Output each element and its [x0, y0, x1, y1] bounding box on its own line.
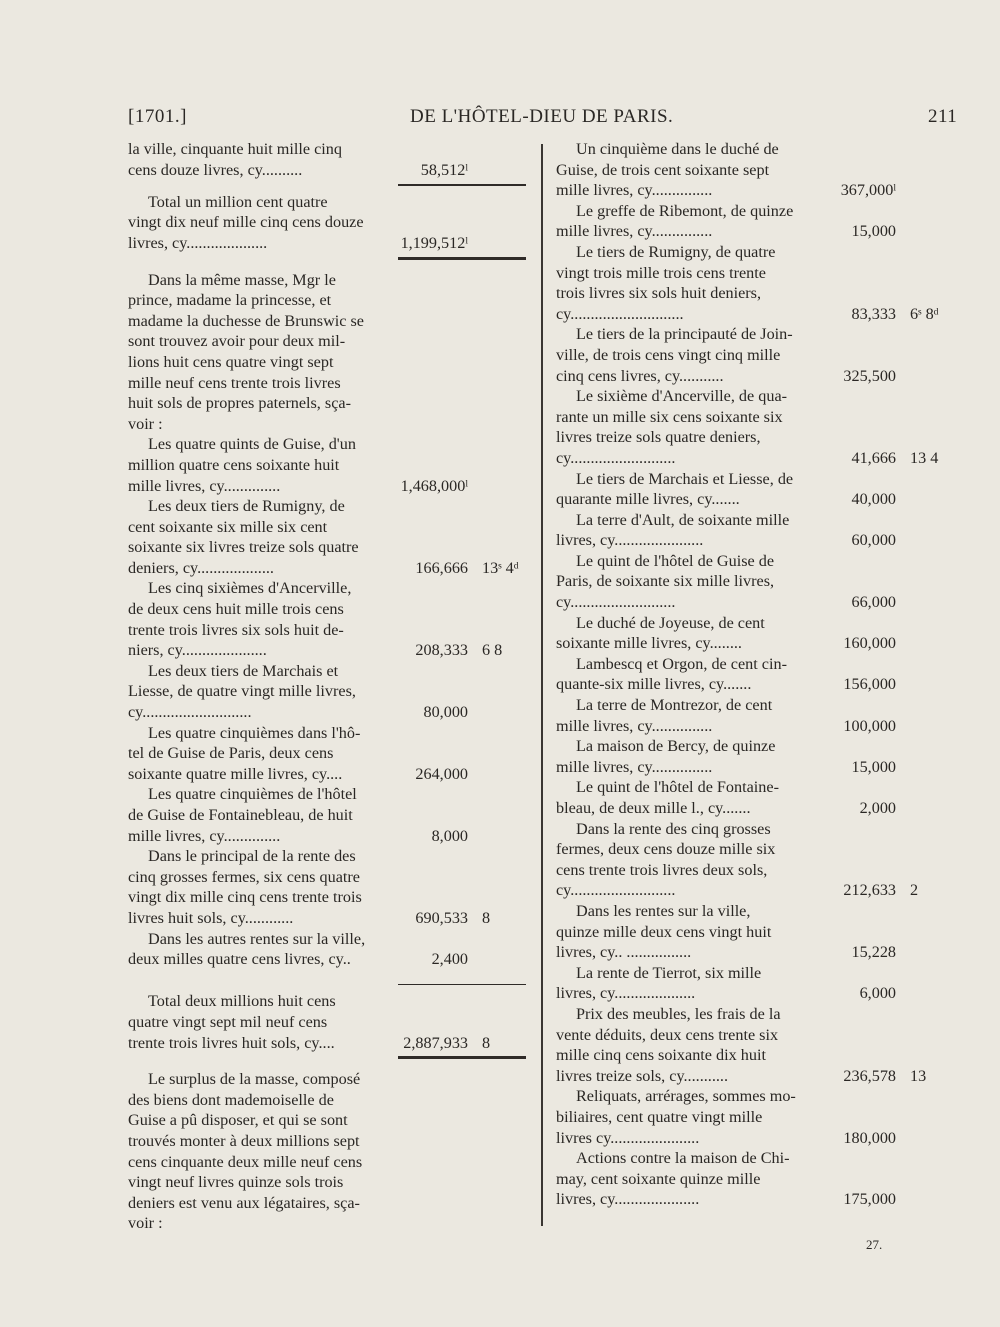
- ledger-entry: [556, 777, 956, 818]
- entry-line: Reliquats, arrérages, sommes mo-: [576, 1087, 796, 1106]
- entry-line: biliaires, cent quatre vingt mille: [556, 1107, 763, 1126]
- ledger-entry: [556, 695, 956, 736]
- entry-line: quarante mille livres, cy.......: [556, 490, 740, 509]
- entry-line: vingt trois mille trois cens trente: [556, 263, 766, 282]
- entry-line: cy..........................: [556, 448, 676, 467]
- ledger-entry: [556, 901, 956, 963]
- entry-amount: 1,468,000ˡ: [400, 476, 468, 495]
- entry-text: [128, 192, 383, 254]
- entry-text: [556, 510, 811, 551]
- entry-amount: 175,000: [843, 1190, 896, 1209]
- ledger-entry: [128, 139, 528, 180]
- entry-line: cent soixante six mille six cent: [128, 517, 328, 536]
- entry-line: Le surplus de la masse, composé: [148, 1070, 361, 1089]
- entry-line: Dans la même masse, Mgr le: [148, 270, 336, 289]
- entry-line: Total un million cent quatre: [148, 192, 328, 211]
- entry-text: [556, 324, 811, 386]
- ledger-entry: [556, 1086, 956, 1148]
- entry-line: vente déduits, deux cens trente six: [556, 1025, 779, 1044]
- entry-line: Un cinquième dans le duché de: [576, 140, 779, 158]
- entry-line: de deux cens huit mille trois cens: [128, 600, 344, 619]
- entry-line: cy..........................: [556, 881, 676, 900]
- entry-text: [128, 661, 383, 723]
- entry-line: Dans le principal de la rente des: [148, 847, 356, 866]
- entry-text: [556, 551, 811, 613]
- entry-line: may, cent soixante quinze mille: [556, 1169, 761, 1188]
- entry-amount: 236,578: [843, 1066, 896, 1085]
- entry-line: livres treize sols quatre deniers,: [556, 428, 761, 447]
- entry-line: cens douze livres, cy..........: [128, 160, 303, 179]
- ledger-entry: [128, 192, 528, 254]
- entry-line: Dans les autres rentes sur la ville,: [148, 929, 366, 948]
- entry-line: cens cinquante deux mille neuf cens: [128, 1152, 363, 1171]
- entry-line: vingt dix mille cinq cens trente trois: [128, 888, 362, 907]
- entry-line: vingt neuf livres quinze sols trois: [128, 1173, 344, 1192]
- entry-text: [556, 139, 811, 201]
- entry-line: mille livres, cy...............: [556, 222, 713, 241]
- ledger-entry: [128, 991, 528, 1053]
- entry-line: Dans les rentes sur la ville,: [576, 901, 751, 920]
- entry-line: deniers est venu aux légataires, sça-: [128, 1193, 360, 1212]
- sum-rule: [398, 184, 526, 186]
- entry-text: [556, 777, 811, 818]
- entry-text: [556, 819, 811, 901]
- entry-line: Le tiers de Marchais et Liesse, de: [576, 469, 794, 488]
- entry-line: des biens dont mademoiselle de: [128, 1090, 334, 1109]
- entry-text: [556, 1086, 811, 1148]
- entry-line: tel de Guise de Paris, deux cens: [128, 744, 334, 763]
- ledger-entry: [556, 654, 956, 695]
- entry-amount: 212,633: [843, 881, 896, 900]
- entry-amount: 325,500: [843, 366, 896, 385]
- entry-line: La maison de Bercy, de quinze: [576, 737, 776, 756]
- ledger-entry: [556, 469, 956, 510]
- entry-line: La terre de Montrezor, de cent: [576, 696, 773, 715]
- entry-line: voir :: [128, 414, 163, 433]
- entry-line: sont trouvez avoir pour deux mil-: [128, 332, 346, 351]
- entry-line: mille livres, cy...............: [556, 181, 713, 200]
- entry-line: Le quint de l'hôtel de Fontaine-: [576, 778, 779, 797]
- entry-text: [128, 1069, 383, 1234]
- entry-line: livres treize sols, cy...........: [556, 1066, 729, 1085]
- entry-text: [128, 784, 383, 846]
- entry-line: Le quint de l'hôtel de Guise de: [576, 551, 775, 570]
- entry-line: Lambescq et Orgon, de cent cin-: [576, 654, 787, 673]
- entry-text: [556, 386, 811, 468]
- entry-line: mille livres, cy..............: [128, 476, 281, 495]
- entry-amount: 208,333: [415, 641, 468, 660]
- entry-line: Le tiers de Rumigny, de quatre: [576, 242, 776, 261]
- column-divider: [541, 144, 543, 1226]
- entry-amount: 8,000: [431, 826, 468, 845]
- ledger-entry: [556, 736, 956, 777]
- entry-text: [556, 1004, 811, 1086]
- entry-text: [128, 723, 383, 785]
- entry-line: Les deux tiers de Marchais et: [148, 661, 339, 680]
- ledger-entry: [556, 201, 956, 242]
- entry-line: mille livres, cy...............: [556, 716, 713, 735]
- entry-sols-deniers: 13: [910, 1066, 927, 1085]
- entry-line: La terre d'Ault, de soixante mille: [576, 510, 790, 529]
- ledger-entry: [556, 324, 956, 386]
- entry-amount: 41,666: [851, 448, 896, 467]
- entry-text: [128, 270, 383, 435]
- entry-text: [556, 736, 811, 777]
- entry-line: rante un mille six cens soixante six: [556, 407, 783, 426]
- ledger-entry: [128, 434, 528, 496]
- entry-line: Le tiers de la principauté de Join-: [576, 325, 793, 344]
- entry-line: quinze mille deux cens vingt huit: [556, 922, 772, 941]
- entry-text: [556, 654, 811, 695]
- entry-line: bleau, de deux mille l., cy.......: [556, 799, 751, 817]
- entry-sols-deniers: 13 4: [910, 448, 939, 467]
- entry-line: livres, cy......................: [556, 531, 704, 550]
- ledger-entry: [556, 1148, 956, 1210]
- entry-line: huit sols de propres paternels, sça-: [128, 394, 351, 413]
- entry-line: cy..........................: [556, 593, 676, 612]
- entry-line: deniers, cy...................: [128, 558, 274, 577]
- spacer: [128, 970, 528, 980]
- entry-line: voir :: [128, 1214, 163, 1233]
- entry-sols-deniers: 6 8: [482, 641, 503, 660]
- entry-line: Actions contre la maison de Chi-: [576, 1149, 790, 1168]
- ledger-entry: [128, 929, 528, 970]
- entry-text: [556, 201, 811, 242]
- entry-line: mille neuf cens trente trois livres: [128, 373, 341, 392]
- entry-text: [556, 1148, 811, 1210]
- ledger-entry: [556, 386, 956, 468]
- ledger-entry: [128, 661, 528, 723]
- entry-line: vingt dix neuf mille cinq cens douze: [128, 213, 364, 232]
- entry-line: Les quatre cinquièmes dans l'hô-: [148, 723, 361, 742]
- entry-line: Prix des meubles, les frais de la: [576, 1004, 781, 1023]
- entry-sols-deniers: 8: [482, 1033, 491, 1052]
- entry-line: Dans la rente des cinq grosses: [576, 819, 771, 838]
- ledger-entry: [128, 846, 528, 928]
- signature-mark: 27.: [866, 1237, 883, 1252]
- entry-line: quante-six mille livres, cy.......: [556, 675, 752, 694]
- ledger-entry: [556, 242, 956, 324]
- entry-amount: 6,000: [859, 984, 896, 1003]
- ledger-entry: [556, 1004, 956, 1086]
- ledger-entry: [556, 963, 956, 1004]
- header-year: [1701.]: [128, 106, 187, 127]
- ledger-entry: [556, 613, 956, 654]
- entry-text: [128, 139, 383, 180]
- entry-amount: 2,887,933: [403, 1033, 468, 1052]
- ledger-entry: [556, 551, 956, 613]
- spacer: [128, 1059, 528, 1069]
- entry-line: fermes, deux cens douze mille six: [556, 840, 776, 859]
- entry-line: Les quatre quints de Guise, d'un: [148, 435, 356, 454]
- entry-line: la ville, cinquante huit mille cinq: [128, 140, 342, 158]
- entry-line: lions huit cens quatre vingt sept: [128, 352, 334, 371]
- entry-line: niers, cy.....................: [128, 641, 267, 660]
- entry-amount: 2,000: [859, 799, 896, 817]
- entry-line: cy...........................: [128, 703, 252, 722]
- entry-text: [128, 846, 383, 928]
- entry-text: [128, 991, 383, 1053]
- entry-line: deux milles quatre cens livres, cy..: [128, 950, 351, 969]
- ledger-entry: [556, 139, 956, 201]
- entry-line: mille livres, cy..............: [128, 826, 281, 845]
- entry-sols-deniers: 6ˢ 8ᵈ: [910, 304, 939, 323]
- entry-text: [556, 469, 811, 510]
- entry-line: ville, de trois cens vingt cinq mille: [556, 345, 781, 364]
- entry-line: Guise, de trois cent soixante sept: [556, 160, 770, 179]
- entry-sols-deniers: 13ˢ 4ᵈ: [482, 558, 519, 577]
- entry-line: cinq grosses fermes, six cens quatre: [128, 867, 360, 886]
- entry-line: livres, cy.. ................: [556, 943, 692, 962]
- entry-amount: 1,199,512ˡ: [400, 233, 468, 252]
- ledger-entry: [128, 578, 528, 660]
- entry-line: prince, madame la princesse, et: [128, 291, 332, 310]
- entry-line: Le duché de Joyeuse, de cent: [576, 613, 765, 632]
- entry-amount: 15,000: [851, 757, 896, 776]
- entry-line: soixante mille livres, cy........: [556, 634, 742, 653]
- entry-line: Guise a pû disposer, et qui se sont: [128, 1111, 348, 1130]
- entry-line: Les cinq sixièmes d'Ancerville,: [148, 579, 352, 598]
- ledger-entry: [128, 784, 528, 846]
- right-column: [556, 139, 956, 1210]
- entry-text: [556, 901, 811, 963]
- entry-sols-deniers: 8: [482, 908, 491, 927]
- entry-line: Le sixième d'Ancerville, de qua-: [576, 387, 788, 406]
- entry-amount: 367,000ˡ: [840, 181, 896, 200]
- entry-line: soixante six livres treize sols quatre: [128, 538, 359, 557]
- entry-amount: 156,000: [843, 675, 896, 694]
- header-title: DE L'HÔTEL-DIEU DE PARIS.: [410, 106, 674, 127]
- entry-text: [556, 613, 811, 654]
- entry-amount: 100,000: [843, 716, 896, 735]
- entry-line: Paris, de soixante six mille livres,: [556, 572, 775, 591]
- entry-line: trois livres six sols huit deniers,: [556, 284, 762, 303]
- left-column: [128, 139, 528, 1234]
- entry-line: million quatre cens soixante huit: [128, 455, 340, 474]
- entry-line: madame la duchesse de Brunswic se: [128, 311, 364, 330]
- entry-text: [128, 929, 383, 970]
- ledger-entry: [128, 1069, 528, 1234]
- entry-line: livres cy......................: [556, 1128, 700, 1147]
- entry-amount: 58,512ˡ: [420, 160, 468, 179]
- sum-rule: [398, 984, 526, 986]
- entry-text: [556, 963, 811, 1004]
- entry-text: [556, 695, 811, 736]
- ledger-entry: [128, 270, 528, 435]
- entry-line: quatre vingt sept mil neuf cens: [128, 1012, 328, 1031]
- entry-text: [128, 578, 383, 660]
- entry-line: trouvés monter à deux millions sept: [128, 1131, 360, 1150]
- entry-line: La rente de Tierrot, six mille: [576, 963, 762, 982]
- entry-text: [128, 434, 383, 496]
- entry-line: livres, cy....................: [128, 233, 268, 252]
- ledger-entry: [556, 510, 956, 551]
- ledger-entry: [128, 723, 528, 785]
- entry-amount: 166,666: [415, 558, 468, 577]
- entry-amount: 264,000: [415, 764, 468, 783]
- entry-amount: 15,228: [851, 943, 896, 962]
- entry-line: trente trois livres huit sols, cy....: [128, 1033, 335, 1052]
- entry-line: Les deux tiers de Rumigny, de: [148, 497, 345, 516]
- entry-amount: 40,000: [851, 490, 896, 509]
- entry-line: cinq cens livres, cy...........: [556, 366, 724, 385]
- entry-line: Le greffe de Ribemont, de quinze: [576, 201, 794, 220]
- entry-line: mille cinq cens soixante dix huit: [556, 1046, 766, 1065]
- ledger-entry: [128, 496, 528, 578]
- entry-line: cy............................: [556, 304, 684, 323]
- entry-amount: 60,000: [851, 531, 896, 550]
- entry-amount: 2,400: [431, 950, 468, 969]
- entry-line: livres, cy....................: [556, 984, 696, 1003]
- page-number: 211: [928, 106, 958, 127]
- entry-line: livres, cy.....................: [556, 1190, 700, 1209]
- entry-line: Total deux millions huit cens: [148, 992, 336, 1011]
- entry-amount: 180,000: [843, 1128, 896, 1147]
- entry-line: mille livres, cy...............: [556, 757, 713, 776]
- entry-line: livres huit sols, cy............: [128, 908, 294, 927]
- spacer: [128, 260, 528, 270]
- entry-sols-deniers: 2: [910, 881, 919, 900]
- entry-line: cens trente trois livres deux sols,: [556, 860, 768, 879]
- entry-amount: 15,000: [851, 222, 896, 241]
- entry-line: trente trois livres six sols huit de-: [128, 620, 344, 639]
- entry-amount: 66,000: [851, 593, 896, 612]
- entry-line: soixante quatre mille livres, cy....: [128, 764, 343, 783]
- ledger-entry: [556, 819, 956, 901]
- entry-text: [128, 496, 383, 578]
- entry-amount: 690,533: [415, 908, 468, 927]
- entry-amount: 160,000: [843, 634, 896, 653]
- entry-text: [556, 242, 811, 324]
- entry-line: de Guise de Fontainebleau, de huit: [128, 806, 353, 824]
- entry-line: Liesse, de quatre vingt mille livres,: [128, 682, 356, 701]
- entry-amount: 83,333: [851, 304, 896, 323]
- entry-line: Les quatre cinquièmes de l'hôtel: [148, 785, 357, 804]
- entry-amount: 80,000: [423, 703, 468, 722]
